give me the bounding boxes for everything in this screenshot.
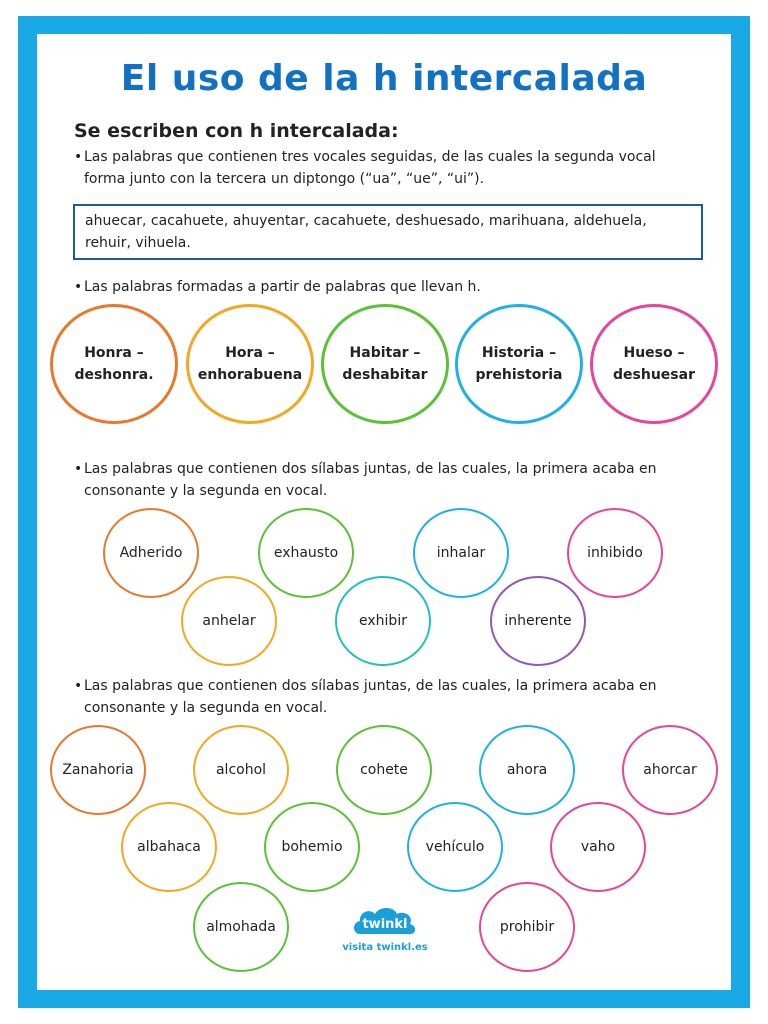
word-circle bbox=[321, 304, 449, 424]
example-words-line: rehuir, vihuela. bbox=[85, 235, 191, 251]
bullet-three-vowels bbox=[74, 146, 714, 190]
word-base: Historia – bbox=[481, 345, 557, 361]
word-circle: vehículo bbox=[407, 802, 503, 892]
word-base: Hueso – bbox=[623, 345, 685, 361]
word-base: Hora – bbox=[225, 345, 275, 361]
word-circle bbox=[50, 304, 178, 424]
word-derived: deshuesar bbox=[613, 367, 695, 383]
bullet-marker: • bbox=[74, 279, 83, 295]
bullet-syllables-1 bbox=[74, 458, 714, 502]
twinkl-logo-icon bbox=[352, 904, 418, 940]
example-words-line: ahuecar, cacahuete, ahuyentar, cacahuete, deshuesado, marihuana, aldehuela, bbox=[85, 213, 647, 229]
bullet-text-continued: forma junto con la tercera un diptongo (“ua”, “ue”, “ui”). bbox=[84, 171, 485, 187]
bullet-text: Las palabras que contienen dos sílabas juntas, de las cuales, la primera acaba en bbox=[84, 678, 657, 694]
word-circle: albahaca bbox=[121, 802, 217, 892]
bullet-marker: • bbox=[74, 461, 83, 477]
bullet-text: Las palabras que contienen dos sílabas juntas, de las cuales, la primera acaba en bbox=[84, 461, 657, 477]
word-circle: cohete bbox=[336, 725, 432, 815]
section-heading: Se escriben con h intercalada: bbox=[74, 120, 399, 142]
word-circle bbox=[186, 304, 314, 424]
word-derived: deshabitar bbox=[342, 367, 428, 383]
word-circle bbox=[455, 304, 583, 424]
word-circle: Adherido bbox=[103, 508, 199, 598]
word-circle: Zanahoria bbox=[50, 725, 146, 815]
bullet-text-continued: consonante y la segunda en vocal. bbox=[84, 483, 328, 499]
logo-word: twinkl bbox=[362, 917, 408, 932]
bullet-text: Las palabras que contienen tres vocales seguidas, de las cuales la segunda vocal bbox=[84, 149, 656, 165]
bullet-marker: • bbox=[74, 678, 83, 694]
word-circle: ahora bbox=[479, 725, 575, 815]
word-derived: enhorabuena bbox=[197, 367, 303, 383]
example-words-box bbox=[73, 204, 703, 260]
bullet-text-continued: consonante y la segunda en vocal. bbox=[84, 700, 328, 716]
word-base: Honra – bbox=[84, 345, 144, 361]
word-circle: inhibido bbox=[567, 508, 663, 598]
bullet-derived-words bbox=[74, 276, 714, 298]
word-circle: ahorcar bbox=[622, 725, 718, 815]
bullet-marker: • bbox=[74, 149, 83, 165]
word-circle: alcohol bbox=[193, 725, 289, 815]
word-circle: inhalar bbox=[413, 508, 509, 598]
word-circle: vaho bbox=[550, 802, 646, 892]
word-circle: anhelar bbox=[181, 576, 277, 666]
bullet-syllables-2 bbox=[74, 675, 714, 719]
word-circle: exhibir bbox=[335, 576, 431, 666]
word-circle: exhausto bbox=[258, 508, 354, 598]
word-circle bbox=[590, 304, 718, 424]
bullet-text: Las palabras formadas a partir de palabras que llevan h. bbox=[84, 279, 481, 295]
logo-subtitle: visita twinkl.es bbox=[342, 942, 428, 953]
word-derived: prehistoria bbox=[475, 367, 563, 383]
word-base: Habitar – bbox=[349, 345, 421, 361]
word-circle: bohemio bbox=[264, 802, 360, 892]
page-title: El uso de la h intercalada bbox=[120, 58, 648, 99]
word-circle: prohibir bbox=[479, 882, 575, 972]
word-derived: deshonra. bbox=[74, 367, 154, 383]
word-circle: almohada bbox=[193, 882, 289, 972]
word-circle: inherente bbox=[490, 576, 586, 666]
